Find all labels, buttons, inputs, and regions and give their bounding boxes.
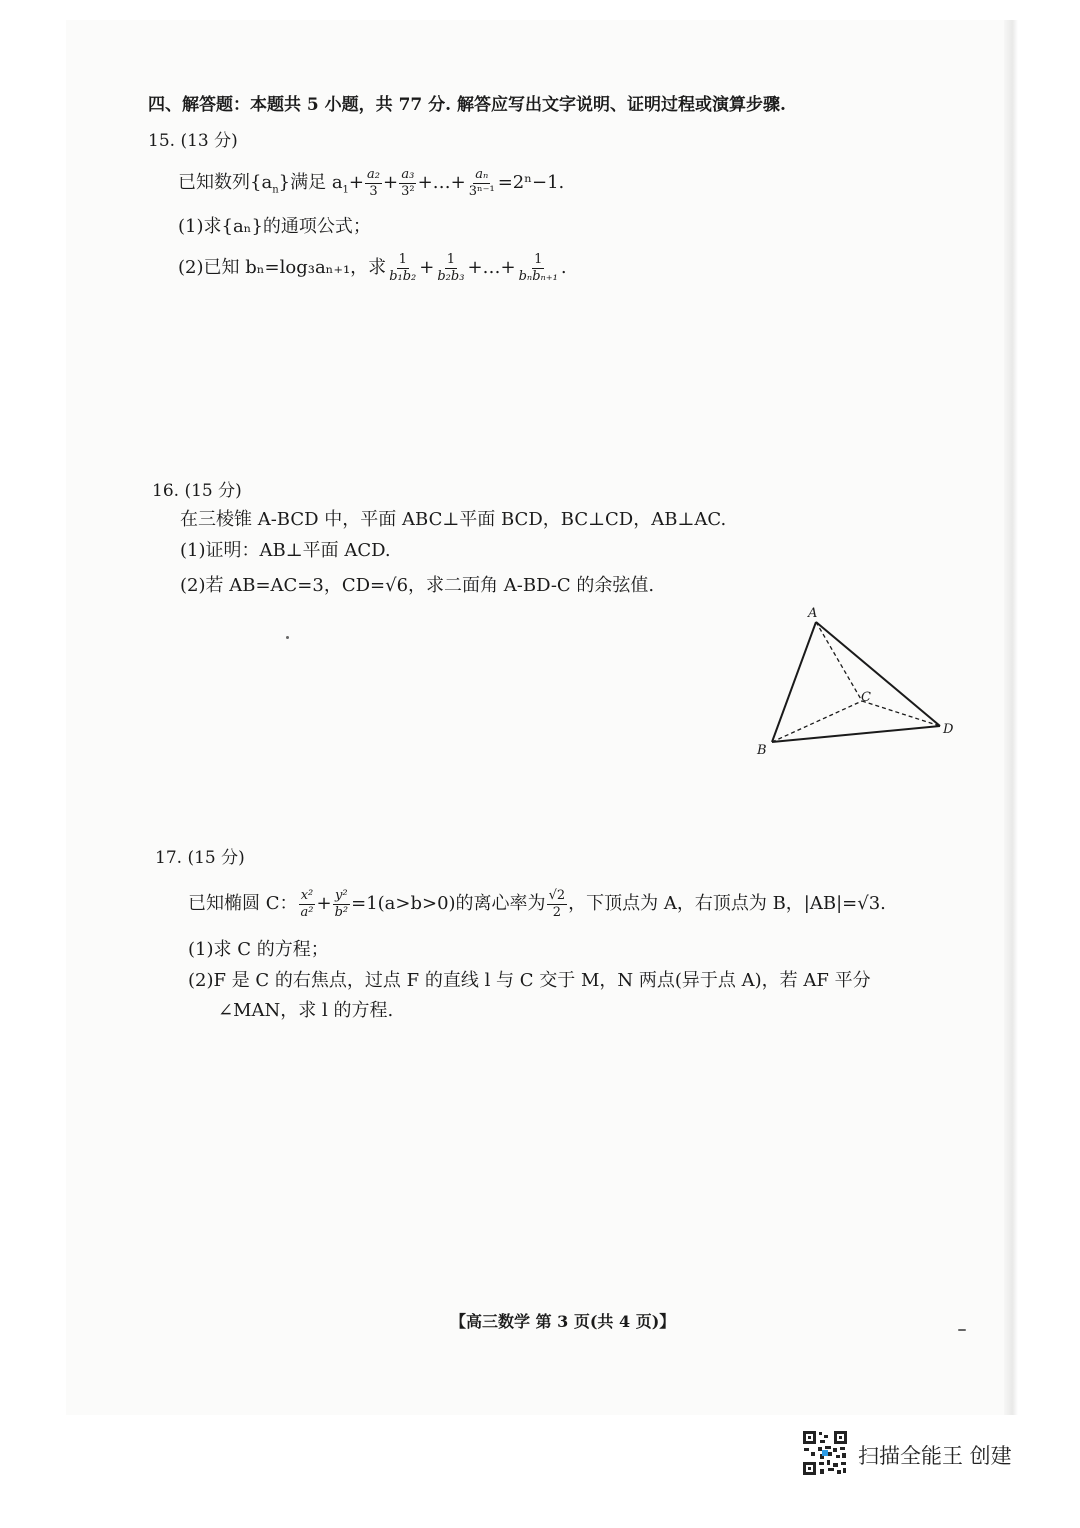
q17-part2-line2: ∠MAN，求 l 的方程. — [218, 1000, 394, 1021]
q16-part2: (2)若 AB=AC=3，CD=√6，求二面角 A-BD-C 的余弦值. — [180, 575, 655, 596]
q15-term-plus: + — [419, 257, 435, 279]
vertex-label-c: C — [861, 690, 871, 705]
q17-stem-tail: ，下顶点为 A，右顶点为 B，|AB|=√3. — [568, 893, 886, 915]
q15-term-1: $\frac{1}{\text{b₁b₂}}$ — [389, 252, 417, 284]
edge-bd — [772, 726, 940, 742]
edge-ac-hidden — [816, 622, 862, 701]
q15-term-2: $\frac{1}{\text{b₂b₃}}$ — [437, 252, 465, 284]
scan-speck — [286, 636, 289, 639]
q17-part2-line1: (2)F 是 C 的右焦点，过点 F 的直线 l 与 C 交于 M，N 两点(异于点 A)，若 AF 平分 — [188, 970, 871, 991]
q17-stem-mid: =1(a>b>0)的离心率为 — [351, 893, 546, 915]
q16-stem: 在三棱锥 A-BCD 中，平面 ABC⊥平面 BCD，BC⊥CD，AB⊥AC. — [180, 509, 727, 530]
q17-fraction-e: $\frac{√2}{2}$ — [548, 888, 566, 920]
q17-part1: (1)求 C 的方程； — [188, 939, 329, 960]
q15-part2 — [178, 253, 567, 283]
tetrahedron-figure — [745, 598, 970, 768]
q15-stem-tail: =2ⁿ−1. — [497, 172, 565, 194]
q17-stem: 已知椭圆 C： $\frac{\text{x²}}{\text{a²}}$ + $\frac{\text{y²}}{\text{b²}}$ =1(a>b>0)的离心率为 $\frac{√2}{2}$ ，下顶点为 A，右顶点为 B，|AB|=√3. — [188, 888, 886, 920]
q17-fraction-y: $\frac{\text{y²}}{\text{b²}}$ — [334, 888, 349, 920]
q15-term-ellipsis: +…+ — [467, 257, 516, 279]
q16-heading: 16. (15 分) — [152, 481, 242, 501]
q15-stem-sub-1: 1 — [342, 184, 349, 196]
q15-part1: (1)求{aₙ}的通项公式； — [178, 216, 371, 237]
q15-term-3: $\frac{1}{\text{bₙbₙ₊₁}}$ — [518, 252, 558, 284]
q15-fraction-2: $\frac{\text{a₃}}{\text{3²}}$ — [401, 167, 415, 199]
vertex-label-b: B — [757, 743, 767, 758]
edge-cd-hidden — [862, 701, 940, 726]
q15-fraction-1: $\frac{\text{a₂}}{3}$ — [367, 167, 380, 199]
q16-part1: (1)证明：AB⊥平面 ACD. — [180, 540, 391, 561]
q15-plus-1: + — [348, 172, 365, 194]
q15-ellipsis: +…+ — [417, 172, 466, 194]
q15-heading: 15. (13 分) — [148, 131, 238, 151]
q15-stem — [178, 168, 564, 198]
page-edge-shadow — [1004, 20, 1018, 1415]
q17-fraction-x: $\frac{\text{x²}}{\text{a²}}$ — [300, 888, 314, 920]
q15-fraction-3: $\frac{\text{aₙ}}{\text{3ⁿ⁻¹}}$ — [468, 167, 495, 199]
vertex-label-d: D — [943, 722, 954, 737]
q15-stem-mid: }满足 a — [278, 172, 343, 194]
q15-plus-2: + — [382, 172, 399, 194]
scan-mark — [958, 1329, 966, 1331]
q15-stem-sub-n: n — [272, 184, 279, 196]
q15-part2-prefix: (2)已知 bₙ=log₃aₙ₊₁，求 — [178, 257, 387, 279]
vertex-label-a: A — [808, 606, 818, 621]
q15-stem-prefix: 已知数列{a — [178, 172, 273, 194]
page-footer: 【高三数学 第 3 页(共 4 页)】 — [450, 1312, 676, 1331]
edge-ab — [772, 622, 816, 742]
qr-code-icon — [802, 1430, 848, 1476]
section-header: 四、解答题：本题共 5 小题，共 77 分. 解答应写出文字说明、证明过程或演算步骤. — [148, 95, 786, 115]
edge-ad — [816, 622, 940, 726]
q17-heading: 17. (15 分) — [155, 848, 245, 868]
q15-part2-tail: . — [560, 257, 567, 279]
scanner-brand-label: 扫描全能王 创建 — [858, 1444, 1012, 1468]
q17-stem-prefix: 已知椭圆 C： — [188, 893, 298, 915]
